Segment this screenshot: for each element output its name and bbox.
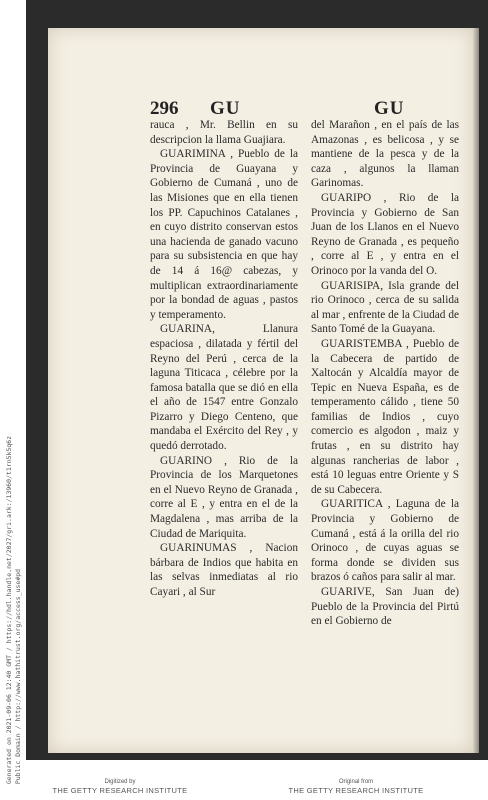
entry-paragraph: GUARITICA , Laguna de la Provincia y Gobierno de Cumaná , está á la orilla del rio Orinoco , de cuyas aguas se forma donde se dividen sus brazos ó caños para salir al mar.	[311, 498, 459, 584]
margin-stamp-text	[5, 436, 23, 784]
original-from-label: Original from	[338, 779, 374, 785]
entry-paragraph: del Marañon , en el país de las Amazonas , es belicosa , y se mantiene de la pesca y de la caza , algunos la llaman Garinomas.	[311, 119, 459, 190]
page-number: 296	[150, 98, 179, 119]
page-footer	[0, 778, 488, 800]
entry-paragraph: GUARINA, Llanura espaciosa , dilatada y fértil del Reyno del Perú , cerca de la laguna Titicaca , célebre por la famosa batalla que se dió en ella el año de 1547 entre Gonzalo Pizarro y Diego Centeno, que mandaba el Exército del Rey , y quedó derrotado.	[150, 323, 298, 453]
original-from-credit	[266, 778, 446, 796]
running-head-right: GU	[374, 98, 405, 119]
entry-paragraph: rauca , Mr. Bellin en su descripcion la llama Guajiara.	[150, 119, 298, 146]
entry-paragraph: GUARIVE, San Juan de) Pueblo de la Provincia del Pirtú en el Gobierno de	[311, 586, 459, 628]
digitized-by-institution: THE GETTY RESEARCH INSTITUTE	[52, 786, 188, 795]
original-from-institution: THE GETTY RESEARCH INSTITUTE	[288, 786, 424, 795]
right-column	[311, 118, 459, 629]
margin-stamp-line-2: Public Domain / http://www.hathitrust.org/access_use#pd	[14, 568, 22, 785]
digitized-by-credit	[30, 778, 210, 796]
entry-paragraph: GUARIMINA , Pueblo de la Provincia de Guayana y Gobierno de Cumaná , uno de las Misiones que en ella tienen los PP. Capuchinos Catalanes , en cuyo distrito conservan estos una hacienda de ganado vacuno para su subsistencia en que hay de 14 á 16@ cabezas, y multiplican extraordinariamente por la bondad de aguas , pastos y temperamento.	[150, 148, 298, 321]
running-head-left: GU	[210, 98, 241, 119]
entry-paragraph: GUARINO , Rio de la Provincia de los Marquetones en el Nuevo Reyno de Granada , corre al E , y entra en el de la Magdalena , mas arriba de la Ciudad de Mariquita.	[150, 454, 298, 540]
page-header	[150, 98, 460, 118]
left-column	[150, 118, 298, 600]
margin-stamp-line-1: Generated on 2021-09-06 12:40 GMT / https://hdl.handle.net/2027/gri.ark:/13960/t1rn5k5q6z	[5, 435, 13, 785]
margin-stamp	[2, 435, 26, 785]
entry-paragraph: GUARISIPA, Isla grande del rio Orinoco , cerca de su salida al mar , enfrente de la Ciudad de Santo Tomé de la Guayana.	[311, 279, 459, 336]
entry-paragraph: GUARINUMAS , Nacion bárbara de Indios que habita en las selvas inmediatas al rio Cayari , al Sur	[150, 542, 298, 598]
page-edge	[473, 28, 479, 753]
entry-paragraph: GUARIPO , Rio de la Provincia y Gobierno de San Juan de los Llanos en el Nuevo Reyno de Granada , es pequeño , corre al E , y entra en el Orinoco por la vanda del O.	[311, 191, 459, 277]
entry-paragraph: GUARISTEMBA , Pueblo de la Cabecera de partido de Xaltocán y Alcaldía mayor de Tepic en Nueva España, es de temperamento cálido , tiene 50 familias de Indios , cuyo comercio es algodon , maiz y frutas , en su distrito hay algunas rancherias de labor , está 10 leguas entre Oriente y S de su Cabecera.	[311, 337, 459, 496]
digitized-by-label: Digitized by	[104, 779, 136, 785]
